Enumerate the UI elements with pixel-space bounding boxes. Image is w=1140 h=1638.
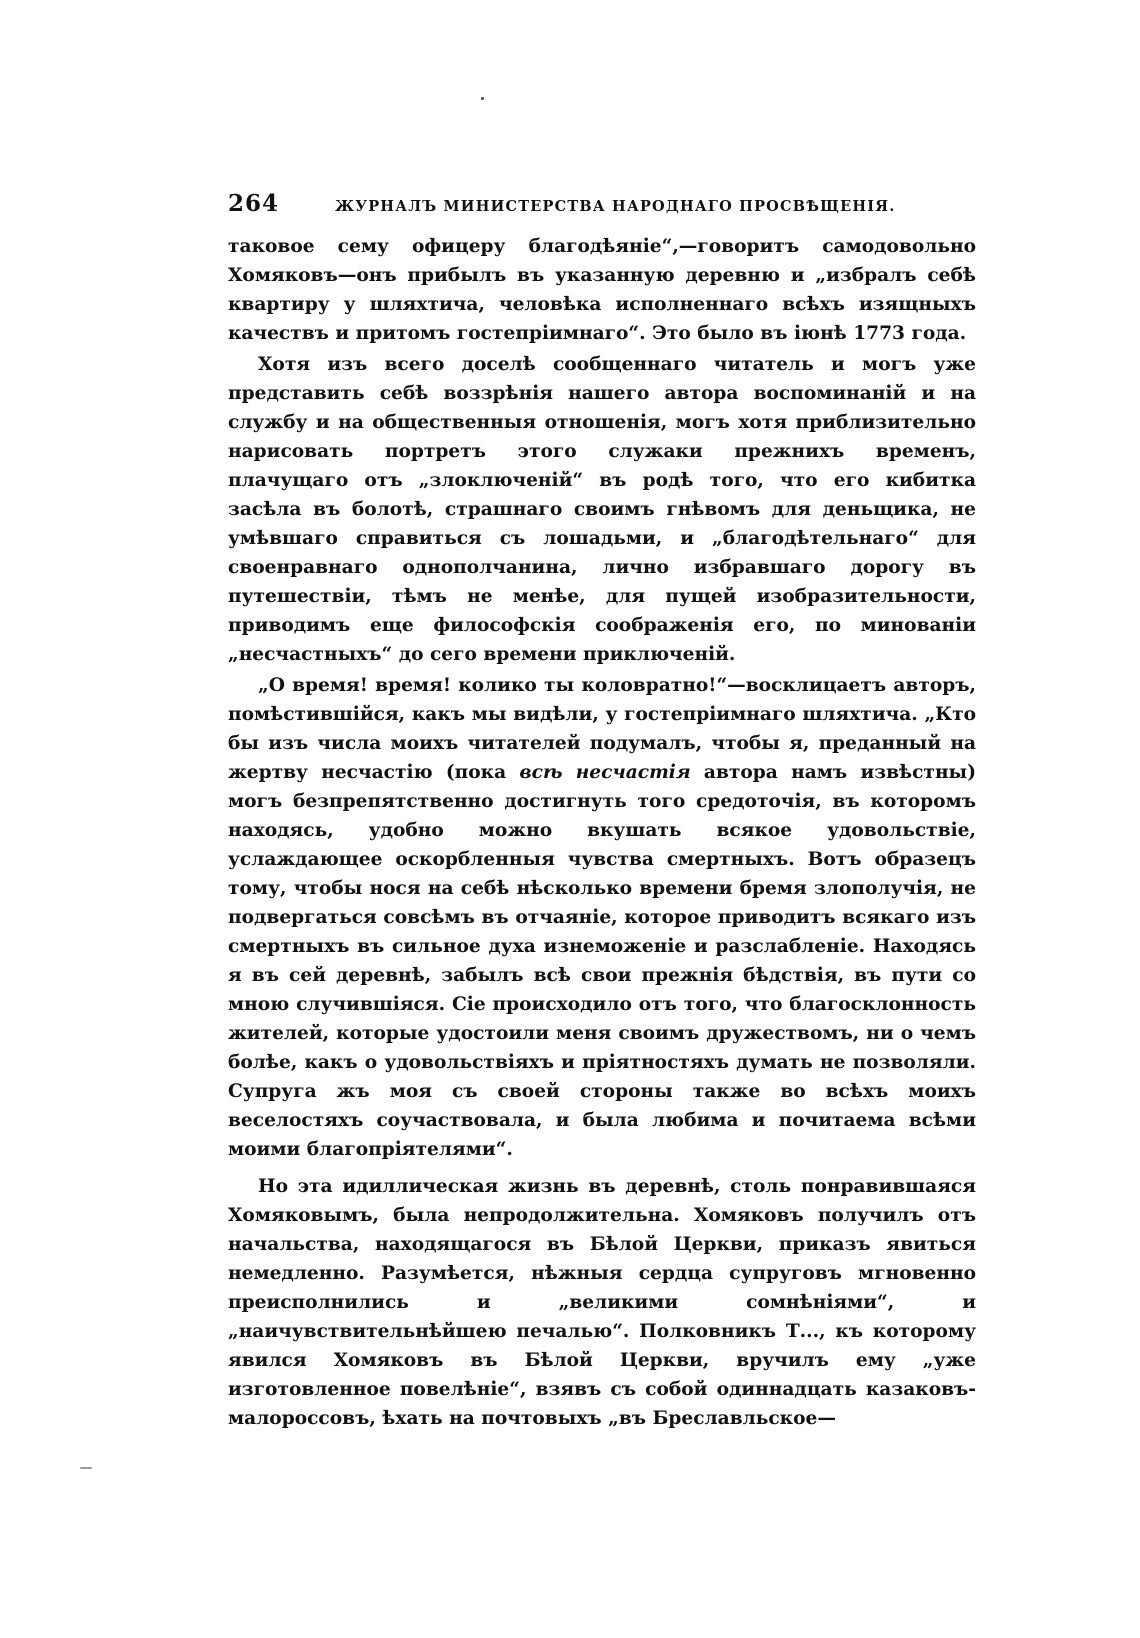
running-title: ЖУРНАЛЪ МИНИСТЕРСТВА НАРОДНАГО ПРОСВѢЩЕНІЯ. xyxy=(335,198,896,215)
paper-speck xyxy=(481,97,484,100)
quote-text-end: автора намъ извѣстны) могъ безпрепятственно достигнуть того средоточія, въ которомъ находясь, удобно можно вкушать всякое удовольствіе, услаждающее оскорбленныя чувства смертныхъ. Вотъ образецъ тому, чтобы нося на себѣ нѣсколько времени бремя злополучія, не подвергаться совсѣмъ въ отчаяніе, которое приводитъ всякаго изъ смертныхъ въ сильное духа изнеможеніе и разслабленіе. Находясь я въ сей деревнѣ, забылъ всѣ свои прежнія бѣдствія, въ пути со мною случившіяся. Сіе происходило отъ того, что благосклонность жителей, которые удостоили меня своимъ дружествомъ, ни о чемъ болѣе, какъ о удовольствіяхъ и пріятностяхъ думать не позволяли. Супруга жъ моя съ своей стороны также во всѣхъ моихъ веселостяхъ соучаствовала, и была любима и почитаема всѣми моими благопріятелями“. xyxy=(228,762,976,1160)
paragraph-1: таковое сему офицеру благодѣяніе“,—говоритъ самодовольно Хомяковъ—онъ прибылъ въ указанную деревню и „избралъ себѣ квартиру у шляхтича, человѣка исполненнаго всѣхъ изящныхъ качествъ и притомъ гостепріимнаго“. Это было въ іюнѣ 1773 года. xyxy=(228,236,976,344)
quote-text-start: „О время! время! колико ты коловратно!“—восклицаетъ авторъ, помѣстившійся, какъ мы видѣли, у гостепріимнаго шляхтича. „Кто бы изъ числа моихъ читателей подумалъ, чтобы я, преданный на жертву несчастію (пока xyxy=(228,675,976,783)
body-text xyxy=(228,232,976,1433)
paragraph-4: Но эта идиллическая жизнь въ деревнѣ, столь понравившаяся Хомяковымъ, была непродолжительна. Хомяковъ получилъ отъ начальства, находящагося въ Бѣлой Церкви, приказъ явиться немедленно. Разумѣется, нѣжныя сердца супруговъ мгновенно преисполнились и „великими сомнѣніями“, и „наичувствительнѣйшею печалью“. Полковникъ Т..., къ которому явился Хомяковъ въ Бѣлой Церкви, вручилъ ему „уже изготовленное повелѣніе“, взявъ съ собой одиннадцать казаковъ-малороссовъ, ѣхать на почтовыхъ „въ Бреславльское— xyxy=(228,1176,976,1429)
book-page xyxy=(228,190,976,1433)
paper-speck xyxy=(80,1467,92,1469)
paragraph-3-quote xyxy=(228,671,976,1164)
paragraph-2: Хотя изъ всего доселѣ сообщеннаго читатель и могъ уже представить себѣ воззрѣнія нашего автора воспоминаній и на службу и на общественныя отношенія, могъ хотя приблизительно нарисовать портретъ этого служаки прежнихъ временъ, плачущаго отъ „злоключеній“ въ родѣ того, что его кибитка засѣла въ болотѣ, страшнаго своимъ гнѣвомъ для деньщика, не умѣвшаго справиться съ лошадьми, и „благодѣтельнаго“ для своенравнаго однополчанина, лично избравшаго дорогу въ путешествіи, тѣмъ не менѣе, для пущей изобразительности, приводимъ еще философскія соображенія его, по минованіи „несчастныхъ“ до сего времени приключеній. xyxy=(228,354,976,665)
page-header xyxy=(228,190,976,226)
page-number: 264 xyxy=(228,190,280,217)
emphasized-phrase: всѣ несчастія xyxy=(519,762,691,783)
